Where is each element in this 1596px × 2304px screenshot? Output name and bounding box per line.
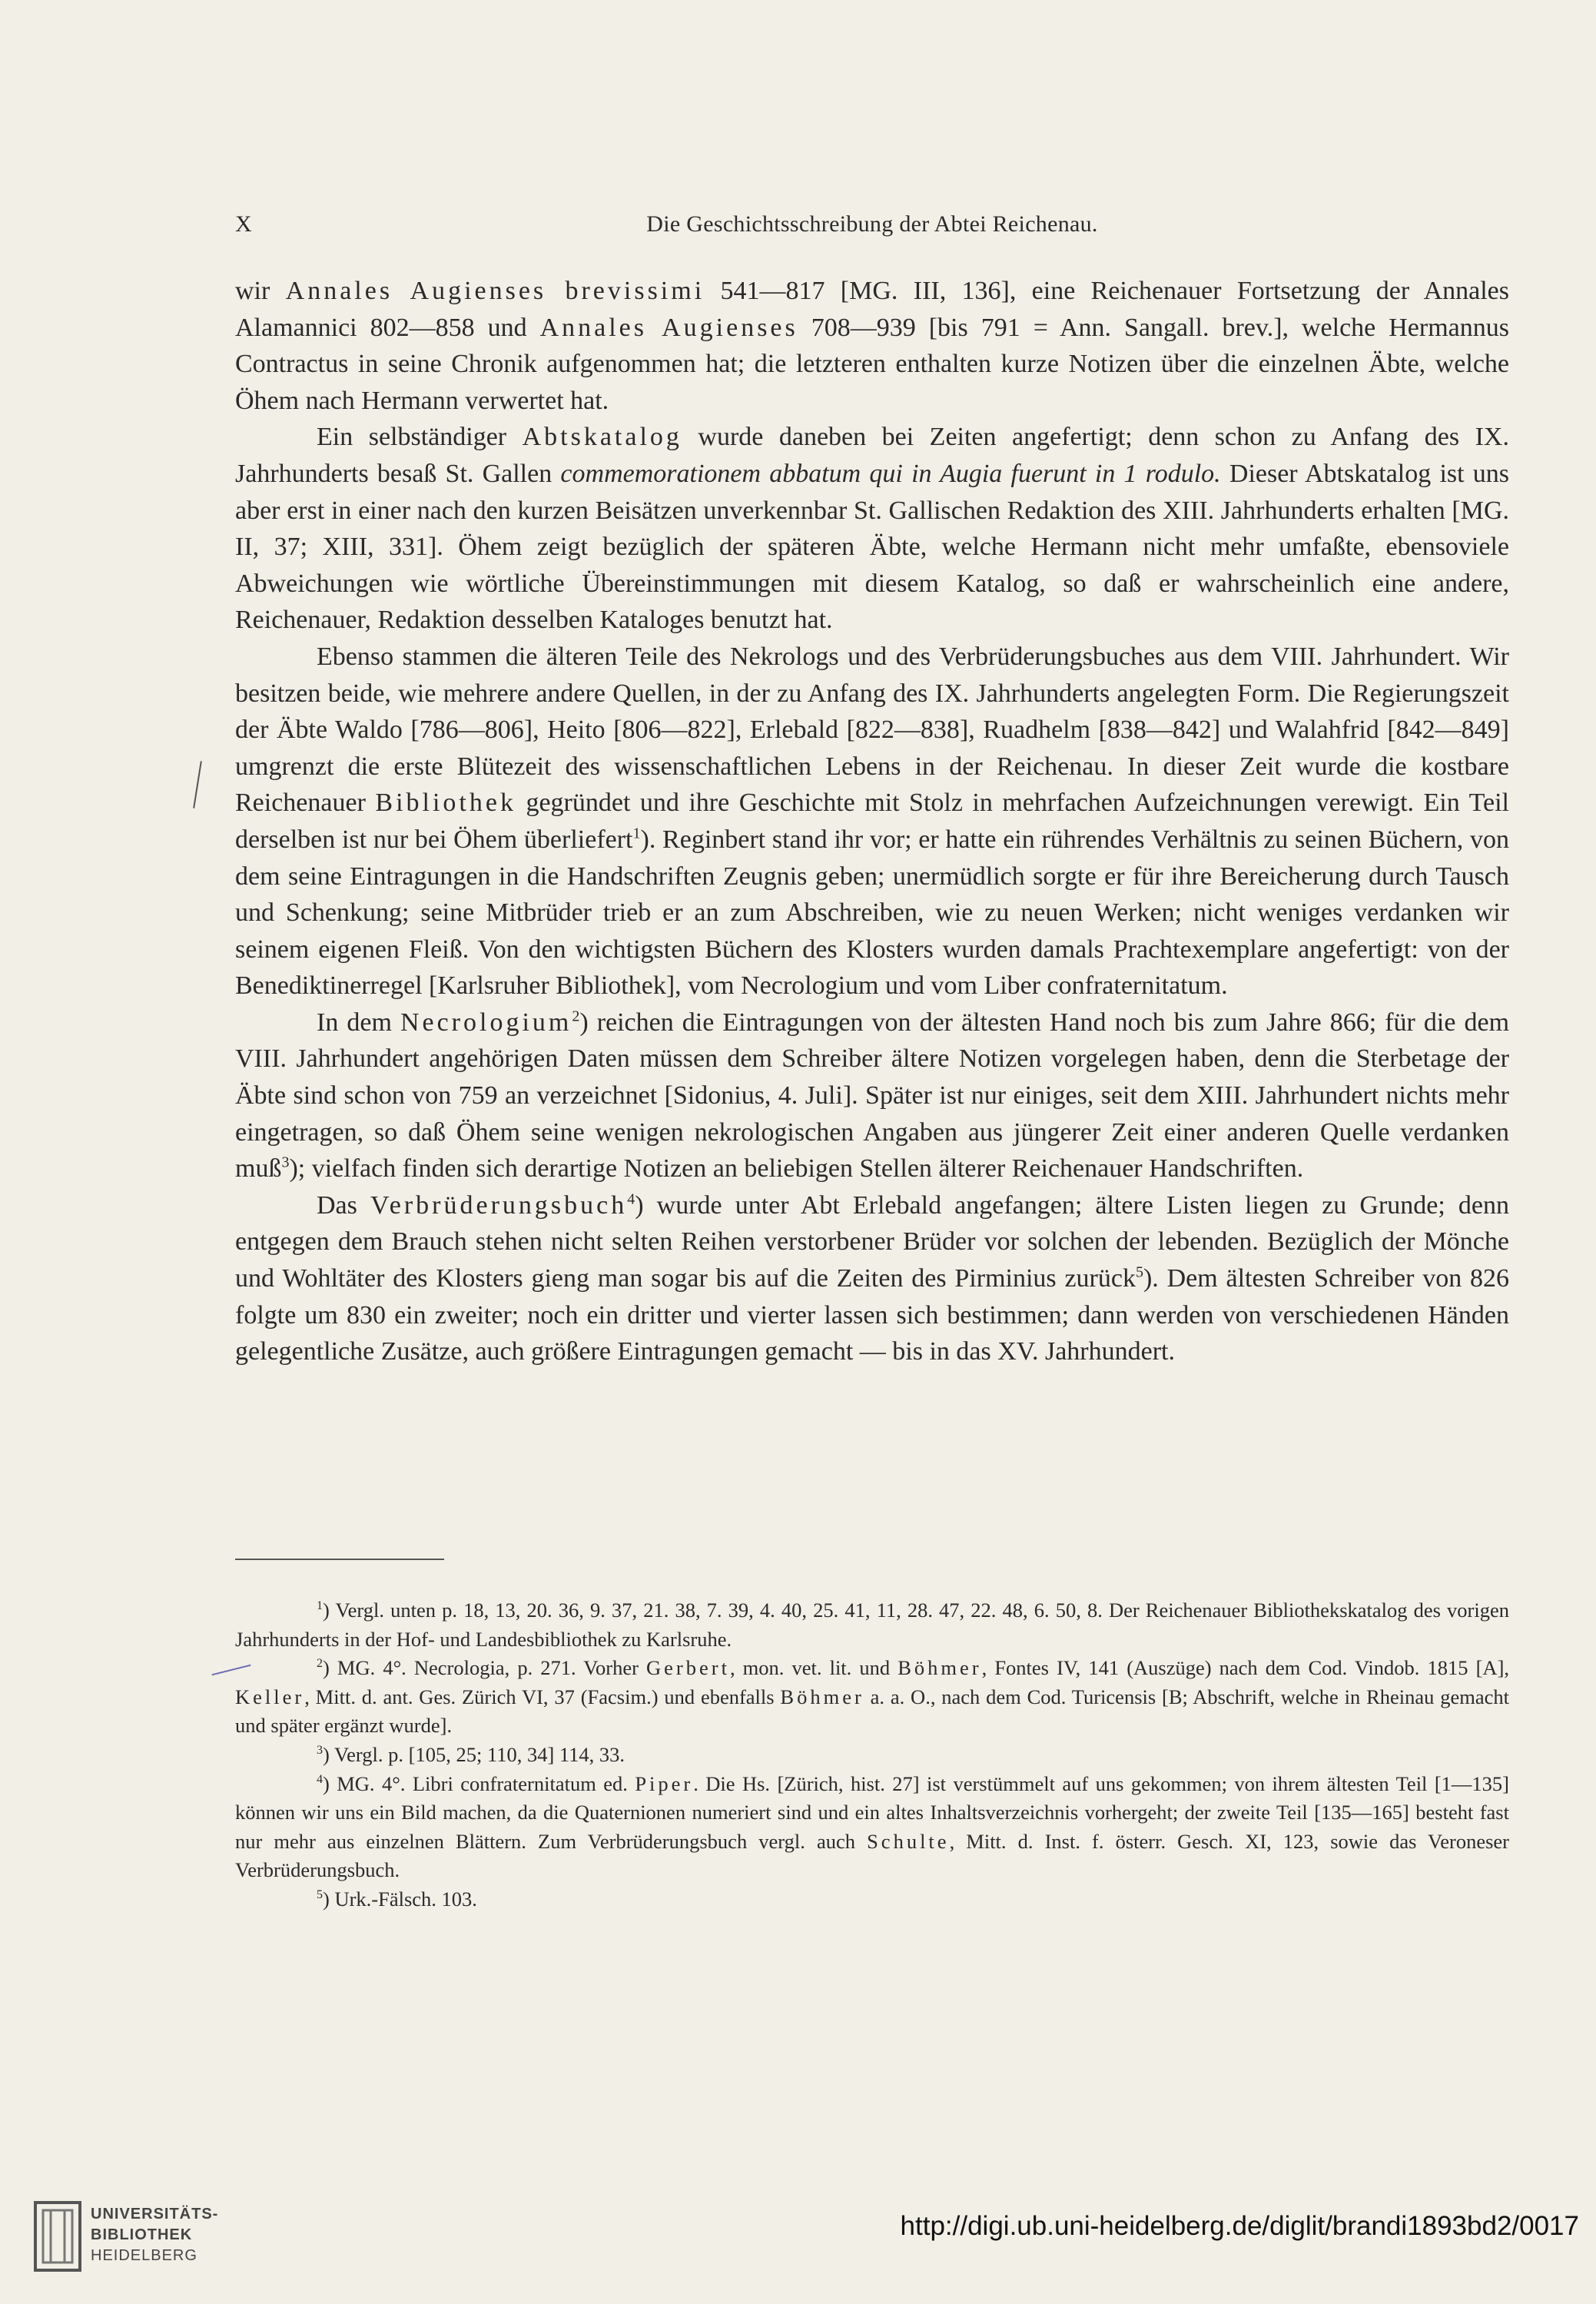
running-title: Die Geschichtsschreibung der Abtei Reichenau.	[646, 211, 1098, 237]
running-header	[235, 211, 1509, 242]
footnote-3: $^3$) Vergl. p. [105, 25; 110, 34] 114, 33.	[317, 1742, 625, 1766]
footnote-2: $^2$) MG. 4°. Necrologia, p. 271. Vorher Gerbert, mon. vet. lit. und Böhmer, Fontes IV, 141 (Auszüge) nach dem Cod. Vindob. 1815 [A], Keller, Mitt. d. ant. Ges. Zürich VI, 37 (Facsim.) und ebenfalls Böhmer a. a. O., nach dem Cod. Turicensis [B; Abschrift, welche in Rheinau gemacht und später ergänzt wurde].	[235, 1656, 1510, 1738]
footnote-ref: 5	[1135, 1263, 1143, 1281]
paragraph-1: wir Annales Augienses brevissimi 541—817 [MG. III, 136], eine Reichenauer Fortsetzung der Annales Alamannici 802—858 und Annales Augienses 708—939 [bis 791 = Ann. Sangall. brev.], welche Hermannus Contractus in seine Chronik aufgenommen hat; die letzteren enthalten kurze Notizen über die einzelnen Äbte, welche Öhem nach Hermann verwertet hat.	[235, 277, 1509, 415]
main-text	[235, 273, 1509, 1370]
footnote-4: $^4$) MG. 4°. Libri confraternitatum ed. Piper. Die Hs. [Zürich, hist. 27] ist verstümmelt auf uns gekommen; von ihrem ältesten Teil [1—135] können wir uns ein Bild machen, da die Quaternionen numeriert sind und ein altes Inhaltsverzeichnis vorhergeht; der zweite Teil [135—165] besteht fast nur mehr aus einzelnen Blättern. Zum Verbrüderungsbuch vergl. auch Schulte, Mitt. d. Inst. f. österr. Gesch. XI, 123, sowie das Veroneser Verbrüderungsbuch.	[235, 1771, 1509, 1882]
paragraph-3: Ebenso stammen die älteren Teile des Nekrologs und des Verbrüderungsbuches aus dem VIII. Jahrhundert. Wir besitzen beide, wie mehrere andere Quellen, in der zu Anfang des IX. Jahrhunderts angelegten Form. Die Regierungszeit der Äbte Waldo [786—806], Heito [806—822], Erlebald [822—838], Ruadhelm [838—842] und Walahfrid [842—849] umgrenzt die erste Blütezeit des wissenschaftlichen Lebens in der Reichenau. In dieser Zeit wurde die kostbare Reichenauer Bibliothek gegründet und ihre Geschichte mit Stolz in mehrfachen Aufzeichnungen verewigt. Ein Teil derselben ist nur bei Öhem überliefert$^1$). Reginbert stand ihr vor; er hatte ein rührendes Verhältnis zu seinen Büchern, von dem seine Eintragungen in die Handschriften Zeugnis geben; unermüdlich sorgte er für ihre Bereicherung durch Tausch und Schenkung; seine Mitbrüder trieb er an zum Abschreiben, wie zu neuen Werken; nicht weniges verdanken wir seinem eigenen Fleiß. Von den wichtigsten Büchern des Klosters wurden damals Prachtexemplare angefertigt: von der Benediktinerregel [Karlsruher Bibliothek], vom Necrologium und vom Liber confraternitatum.	[235, 642, 1509, 1001]
footnotes	[235, 1596, 1509, 1914]
university-library-logo-icon	[34, 2201, 81, 2272]
library-logo[interactable]	[34, 2198, 219, 2275]
footnote-ref: 4	[627, 1190, 635, 1208]
footnote-divider	[235, 1559, 444, 1560]
library-name: UNIVERSITÄTS- BIBLIOTHEK HEIDELBERG	[91, 2206, 219, 2264]
footnote-ref: 3	[281, 1154, 290, 1171]
footnote-1: $^1$) Vergl. unten p. 18, 13, 20. 36, 9. 37, 21. 38, 7. 39, 4. 40, 25. 41, 11, 28. 47, 22. 48, 6. 50, 8. Der Reichenauer Bibliothekskatalog des vorigen Jahrhunderts in der Hof- und Landesbibliothek zu Karlsruhe.	[235, 1599, 1509, 1651]
margin-pencil-mark	[193, 761, 202, 808]
source-url-link[interactable]: http://digi.ub.uni-heidelberg.de/diglit/brandi1893bd2/0017	[900, 2211, 1579, 2241]
footnote-ref: 2	[572, 1008, 580, 1025]
page-number: X	[235, 211, 252, 237]
paragraph-5: Das Verbrüderungsbuch$^4$) wurde unter Abt Erlebald angefangen; ältere Listen liegen zu Grunde; denn entgegen dem Brauch stehen nicht selten Reihen verstorbener Brüder vor solchen der lebenden. Bezüglich der Mönche und Wohltäter des Klosters gieng man sogar bis auf die Zeiten des Pirminius zurück$^5$). Dem ältesten Schreiber von 826 folgte um 830 ein zweiter; noch ein dritter und vierter lassen sich bestimmen; dann werden von verschiedenen Händen gelegentliche Zusätze, auch größere Eintragungen gemacht — bis in das XV. Jahrhundert.	[235, 1190, 1509, 1366]
paragraph-4: In dem Necrologium$^2$) reichen die Eintragungen von der ältesten Hand noch bis zum Jahre 866; für die dem VIII. Jahrhundert angehörigen Daten müssen dem Schreiber ältere Notizen vorgelegen haben, denn die Sterbetage der Äbte sind schon von 759 an verzeichnet [Sidonius, 4. Juli]. Später ist nur einiges, seit dem XIII. Jahrhundert nichts mehr eingetragen, so daß Öhem seine wenigen nekrologischen Angaben aus jüngerer Zeit einer anderen Quelle verdanken muß$^3$); vielfach finden sich derartige Notizen an beliebigen Stellen älterer Reichenauer Handschriften.	[235, 1008, 1510, 1184]
footnote-ref: 1	[632, 825, 641, 842]
footnote-5: $^5$) Urk.-Fälsch. 103.	[317, 1887, 477, 1911]
paragraph-2: Ein selbständiger Abtskatalog wurde daneben bei Zeiten angefertigt; denn schon zu Anfang des IX. Jahrhunderts besaß St. Gallen commemorationem abbatum qui in Augia fuerunt in 1 rodulo. Dieser Abtskatalog ist uns aber erst in einer nach den kurzen Beisätzen unverkennbar St. Gallischen Redaktion des XIII. Jahrhunderts erhalten [MG. II, 37; XIII, 331]. Öhem zeigt bezüglich der späteren Äbte, welche Hermann nicht mehr umfaßte, ebensoviele Abweichungen wie wörtliche Übereinstimmungen mit diesem Katalog, so daß er wahrscheinlich eine andere, Reichenauer, Redaktion desselben Kataloges benutzt hat.	[235, 423, 1509, 635]
